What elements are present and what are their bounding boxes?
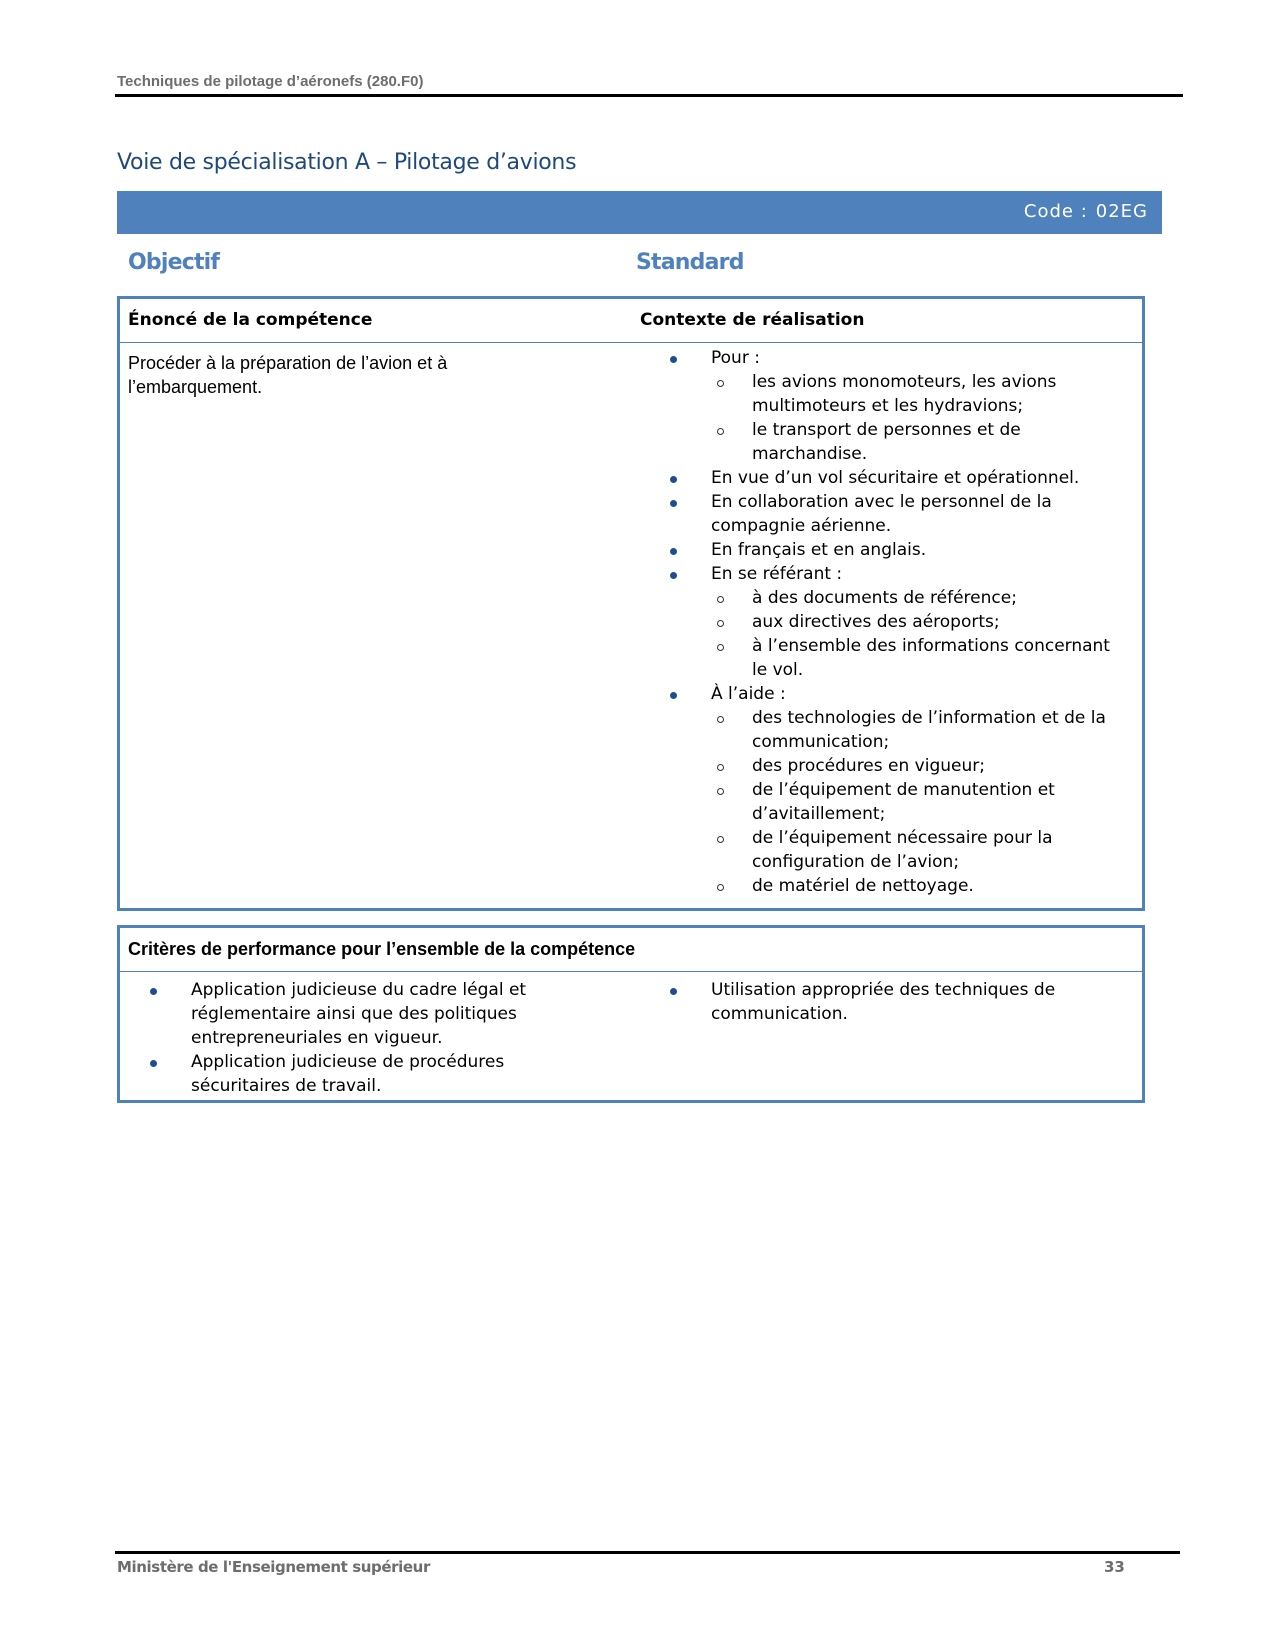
circle-bullet-icon <box>717 788 724 795</box>
circle-bullet-icon <box>717 884 724 891</box>
context-item-text: En collaboration avec le personnel de la compagnie aérienne. <box>711 492 1052 536</box>
bullet-icon <box>670 548 677 555</box>
context-sublist <box>711 370 1130 466</box>
context-subitem <box>711 610 1130 634</box>
context-item <box>640 346 1130 466</box>
context-subitem-text: de l’équipement nécessaire pour la configuration de l’avion; <box>752 828 1053 872</box>
context-subitem <box>711 634 1130 682</box>
bullet-icon <box>150 1060 157 1067</box>
code-text <box>1024 201 1148 222</box>
context-subitem <box>711 754 1130 778</box>
contexte-header: Contexte de réalisation <box>640 310 865 330</box>
criteria-item-text: Application judicieuse de procédures sécuritaires de travail. <box>191 1052 505 1096</box>
context-item-text: En se référant : <box>711 564 843 584</box>
criteria-item <box>120 978 570 1050</box>
circle-bullet-icon <box>717 596 724 603</box>
criteria-table-header <box>120 928 1142 972</box>
context-subitem-text: à l’ensemble des informations concernant le vol. <box>752 636 1110 680</box>
bullet-icon <box>670 356 677 363</box>
circle-bullet-icon <box>717 620 724 627</box>
context-subitem <box>711 586 1130 610</box>
context-item <box>640 538 1130 562</box>
context-sublist <box>711 586 1130 682</box>
context-subitem-text: de matériel de nettoyage. <box>752 876 974 896</box>
bullet-icon <box>150 988 157 995</box>
enonce-header: Énoncé de la compétence <box>128 310 373 330</box>
bullet-icon <box>670 500 677 507</box>
context-subitem <box>711 778 1130 826</box>
bullet-icon <box>670 572 677 579</box>
criteria-item <box>120 1050 570 1098</box>
context-subitem <box>711 418 1130 466</box>
context-subitem-text: de l’équipement de manutention et d’avitaillement; <box>752 780 1055 824</box>
context-subitem <box>711 826 1130 874</box>
context-subitem <box>711 706 1130 754</box>
circle-bullet-icon <box>717 428 724 435</box>
context-subitem-text: aux directives des aéroports; <box>752 612 1000 632</box>
bullet-icon <box>670 476 677 483</box>
criteria-header: Critères de performance pour l’ensemble de la compétence <box>128 939 636 959</box>
context-subitem <box>711 874 1130 898</box>
context-item-text: Pour : <box>711 348 760 368</box>
context-item-text: En vue d’un vol sécuritaire et opérationnel. <box>711 468 1080 488</box>
context-subitem <box>711 370 1130 418</box>
criteria-item-text: Application judicieuse du cadre légal et réglementaire ainsi que des politiques entrepreneuriales en vigueur. <box>191 980 527 1048</box>
circle-bullet-icon <box>717 644 724 651</box>
context-subitem-text: les avions monomoteurs, les avions multimoteurs et les hydravions; <box>752 372 1057 416</box>
competence-table <box>117 296 1145 911</box>
competence-statement: Procéder à la préparation de l’avion et à l’embarquement. <box>128 353 448 397</box>
objectif-heading: Objectif <box>128 250 220 275</box>
context-sublist <box>711 706 1130 898</box>
context-item-text: En français et en anglais. <box>711 540 927 560</box>
competence-table-header <box>120 299 1142 343</box>
context-subitem-text: le transport de personnes et de marchandise. <box>752 420 1021 464</box>
context-subitem-text: des technologies de l’information et de la communication; <box>752 708 1106 752</box>
context-list <box>640 346 1130 898</box>
bullet-icon <box>670 988 677 995</box>
context-item <box>640 682 1130 898</box>
page-number: 33 <box>1104 1558 1125 1576</box>
criteria-item-text: Utilisation appropriée des techniques de communication. <box>711 980 1056 1024</box>
code-label: Code : <box>1023 201 1088 222</box>
standard-heading: Standard <box>636 250 744 275</box>
circle-bullet-icon <box>717 764 724 771</box>
running-header: Techniques de pilotage d’aéronefs (280.F0) <box>117 73 424 90</box>
context-subitem-text: des procédures en vigueur; <box>752 756 985 776</box>
context-subitem-text: à des documents de référence; <box>752 588 1017 608</box>
criteria-list-right <box>640 978 1120 1026</box>
footer-ministry: Ministère de l'Enseignement supérieur <box>117 1558 430 1576</box>
circle-bullet-icon <box>717 716 724 723</box>
circle-bullet-icon <box>717 380 724 387</box>
circle-bullet-icon <box>717 836 724 843</box>
criteria-table <box>117 925 1145 1103</box>
code-bar <box>117 191 1162 234</box>
context-item <box>640 562 1130 682</box>
footer-rule <box>115 1551 1180 1554</box>
criteria-list-left <box>120 978 570 1098</box>
criteria-item <box>640 978 1120 1026</box>
code-value: 02EG <box>1095 201 1148 222</box>
bullet-icon <box>670 692 677 699</box>
header-rule <box>115 94 1183 97</box>
section-title: Voie de spécialisation A – Pilotage d’avions <box>117 150 577 175</box>
context-item <box>640 466 1130 490</box>
context-item-text: À l’aide : <box>711 684 786 704</box>
context-item <box>640 490 1130 538</box>
